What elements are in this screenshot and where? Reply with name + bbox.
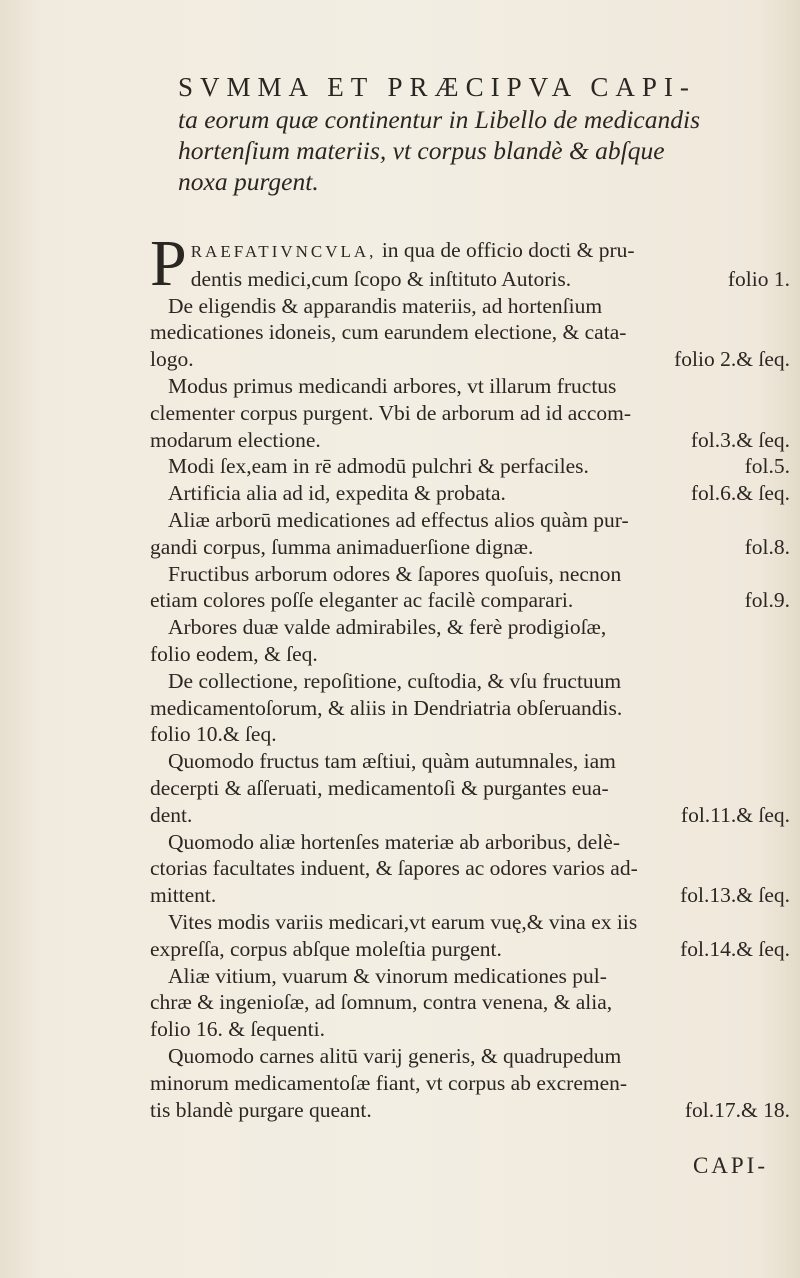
- toc-entry: [150, 227, 790, 300]
- entry-text: dentis medici,cum ſcopo & inſtituto Autoris.: [190, 266, 572, 291]
- entry-text: ctorias facultates induent, & ſapores ac odores varios ad-: [150, 856, 638, 881]
- entry-line: [150, 721, 790, 748]
- entry-line: [150, 293, 790, 320]
- entry-text: Modi ſex,eam in rē admodū pulchri & perfaciles.: [168, 454, 589, 479]
- toc-entry: [150, 561, 790, 615]
- subtitle-line: hortenſium materiis, vt corpus blandè & abſque: [178, 136, 665, 165]
- toc-entry: [150, 748, 790, 828]
- toc-entry: [150, 293, 790, 373]
- entry-line: [150, 453, 790, 480]
- entry-line: [150, 507, 790, 534]
- entry-text: Artificia alia ad id, expedita & probata.: [168, 481, 506, 506]
- entry-text: in qua de officio docti & pru-: [381, 238, 635, 262]
- entry-text: dent.: [150, 802, 193, 827]
- entry-line: [150, 748, 790, 775]
- entry-line: [150, 614, 790, 641]
- toc-entry: [150, 614, 790, 668]
- entry-text: etiam colores poſſe eleganter ac facilè comparari.: [150, 588, 574, 613]
- folio-reference: fol.9.: [744, 588, 790, 613]
- entry-text: folio eodem, & ſeq.: [150, 641, 318, 666]
- subtitle-line: noxa purgent.: [178, 167, 319, 196]
- entry-line: [150, 480, 790, 507]
- entry-text: logo.: [150, 347, 194, 372]
- folio-reference: fol.13.& ſeq.: [680, 883, 790, 908]
- folio-reference: fol.11.& ſeq.: [680, 802, 790, 827]
- entry-text: gandi corpus, ſumma animaduerſione dignæ.: [150, 534, 534, 559]
- entry-text: Vites modis variis medicari,vt earum vuę,& vina ex iis: [168, 909, 638, 934]
- folio-reference: fol.5.: [744, 454, 790, 479]
- entry-line: [150, 989, 790, 1016]
- entry-line: [150, 668, 790, 695]
- toc-entry: [150, 480, 790, 507]
- entry-line: [150, 802, 790, 829]
- chapter-heading: [178, 70, 778, 197]
- entry-line: [150, 855, 790, 882]
- entry-text: minorum medicamentoſæ fiant, vt corpus ab excremen-: [150, 1070, 628, 1095]
- entry-line: [150, 427, 790, 454]
- folio-reference: folio 1.: [727, 266, 790, 291]
- entry-line: [150, 829, 790, 856]
- folio-reference: fol.14.& ſeq.: [680, 936, 790, 961]
- entry-text: medicamentoſorum, & aliis in Dendriatria obſeruandis.: [150, 695, 623, 720]
- toc-entry: [150, 373, 790, 453]
- heading-title: SVMMA ET PRÆCIPVA CAPI-: [178, 72, 696, 102]
- entry-text: expreſſa, corpus abſque moleſtia purgent.: [150, 936, 502, 961]
- catchword: CAPI-: [692, 1153, 768, 1178]
- toc-entry: [150, 963, 790, 1043]
- entry-line: [150, 400, 790, 427]
- entry-line: [150, 373, 790, 400]
- entry-line: [150, 641, 790, 668]
- entry-line: [150, 1097, 790, 1124]
- entry-text: folio 16. & ſequenti.: [150, 1017, 325, 1042]
- entry-line: [150, 963, 790, 990]
- entry-line: [150, 1016, 790, 1043]
- entry-text: Aliæ arborū medicationes ad effectus alios quàm pur-: [168, 507, 629, 532]
- toc-entry: [150, 507, 790, 561]
- entry-line: [150, 346, 790, 373]
- entry-text: medicationes idoneis, cum earundem electione, & cata-: [150, 320, 627, 345]
- entry-line: [150, 266, 790, 293]
- entry-text: Aliæ vitium, vuarum & vinorum medicationes pul-: [168, 963, 607, 988]
- entry-text: Modus primus medicandi arbores, vt illarum fructus: [168, 373, 617, 398]
- entry-line: [150, 882, 790, 909]
- entry-text: folio 10.& ſeq.: [150, 722, 277, 747]
- entry-text: Fructibus arborum odores & ſapores quoſuis, necnon: [168, 561, 622, 586]
- folio-reference: fol.8.: [744, 534, 790, 559]
- entry-text: Quomodo aliæ hortenſes materiæ ab arboribus, delè-: [168, 829, 620, 854]
- entry-line: [150, 909, 790, 936]
- entry-line: [150, 775, 790, 802]
- toc-entry: [150, 829, 790, 909]
- folio-reference: fol.3.& ſeq.: [690, 427, 790, 452]
- entry-text: Quomodo fructus tam æſtiui, quàm autumnales, iam: [168, 749, 616, 774]
- heading-subtitle: [178, 104, 778, 197]
- folio-reference: folio 2.& ſeq.: [674, 347, 790, 372]
- entry-line: [150, 936, 790, 963]
- entry-line: [150, 534, 790, 561]
- folio-reference: fol.6.& ſeq.: [690, 481, 790, 506]
- entry-text: Quomodo carnes alitū varij generis, & quadrupedum: [168, 1043, 622, 1068]
- entry-text: De eligendis & apparandis materiis, ad hortenſium: [168, 293, 603, 318]
- entry-text: clementer corpus purgent. Vbi de arborum ad id accom-: [150, 400, 631, 425]
- entry-line: [150, 319, 790, 346]
- entry-text: Arbores duæ valde admirabiles, & ferè prodigioſæ,: [168, 615, 607, 640]
- toc-entry: [150, 453, 790, 480]
- entry-text: De collectione, repoſitione, cuſtodia, & vſu fructuum: [168, 668, 622, 693]
- entry-text: chræ & ingenioſæ, ad ſomnum, contra venena, & alia,: [150, 990, 613, 1015]
- drop-capital: P: [150, 227, 187, 300]
- entry-text: tis blandè purgare queant.: [150, 1097, 372, 1122]
- entry-line: [150, 1070, 790, 1097]
- entry-text: mittent.: [150, 883, 217, 908]
- toc-entry: [150, 668, 790, 748]
- toc-entry: [150, 909, 790, 963]
- entry-line: [150, 1043, 790, 1070]
- entry-line: [150, 587, 790, 614]
- table-of-contents: [150, 227, 790, 1123]
- entry-text: modarum electione.: [150, 427, 321, 452]
- entry-line: [150, 561, 790, 588]
- folio-reference: fol.17.& 18.: [684, 1097, 790, 1122]
- entry-line: [150, 695, 790, 722]
- entry-caps: RAEFATIVNCVLA,: [190, 242, 377, 261]
- subtitle-line: ta eorum quæ continentur in Libello de medicandis: [178, 105, 700, 134]
- entry-text: decerpti & aſſeruati, medicamentoſi & purgantes eua-: [150, 775, 609, 800]
- toc-entry: [150, 1043, 790, 1123]
